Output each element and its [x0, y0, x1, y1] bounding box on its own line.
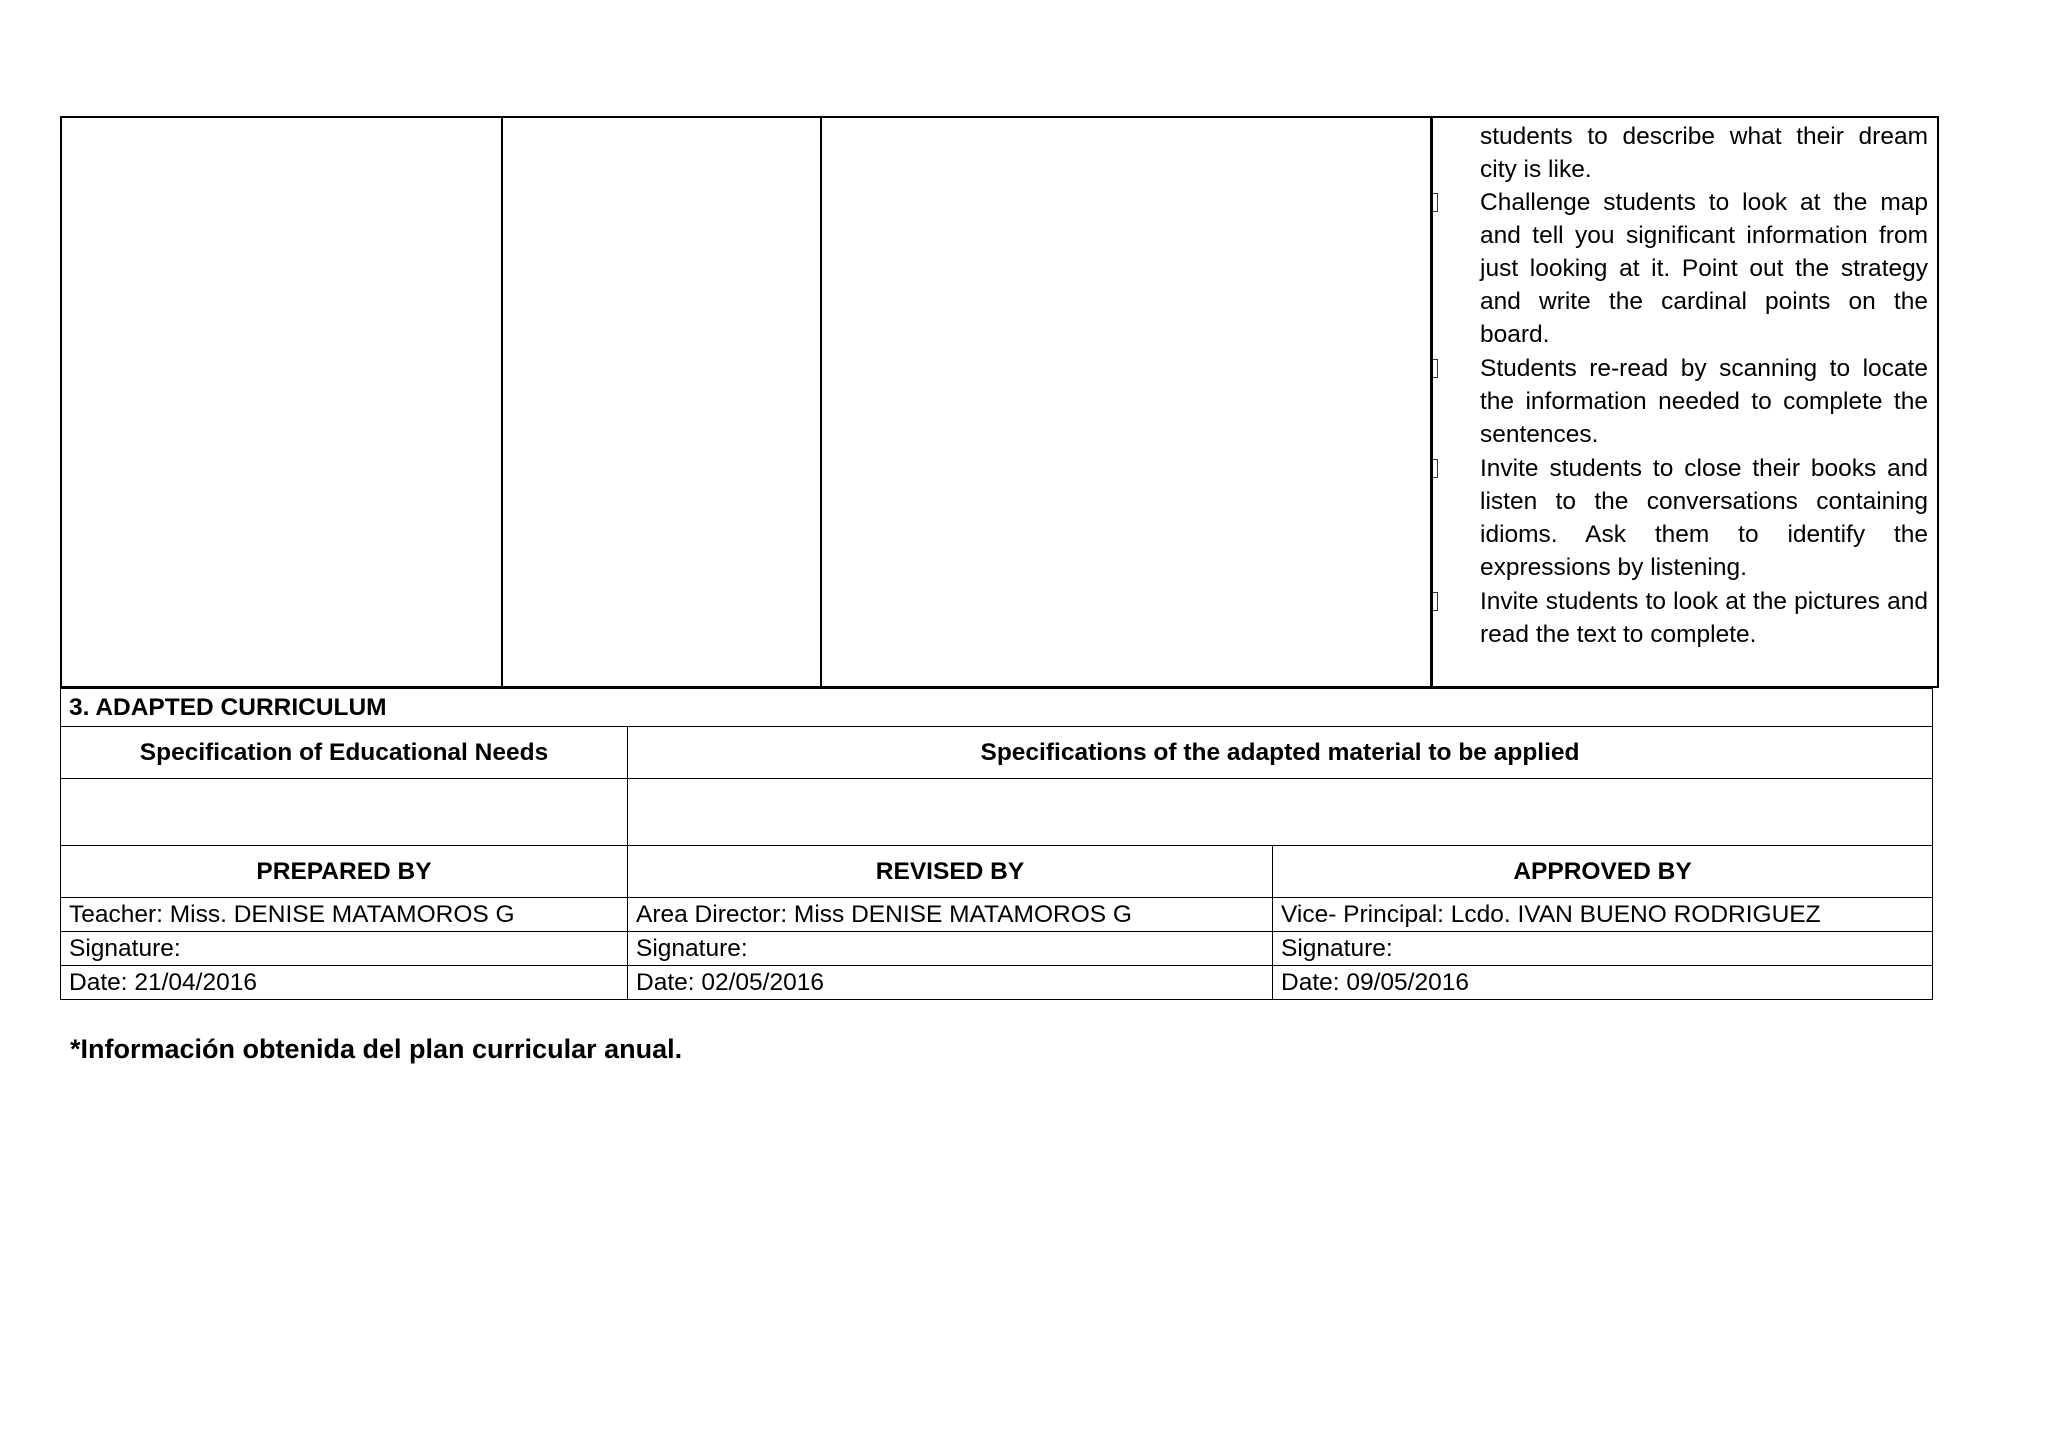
revised-by-name: Area Director: Miss DENISE MATAMOROS G [628, 898, 1273, 932]
prepared-by-header: PREPARED BY [61, 846, 628, 898]
approved-by-name: Vice- Principal: Lcdo. IVAN BUENO RODRIGUEZ [1273, 898, 1933, 932]
adapted-material-cell [628, 779, 1933, 846]
activity-bullet-item: Invite students to look at the pictures and read the text to complete. [1475, 585, 1928, 651]
revised-by-signature: Signature: [628, 932, 1273, 966]
missing-glyph-box-icon [1432, 452, 1441, 489]
approved-by-signature: Signature: [1273, 932, 1933, 966]
revised-by-date: Date: 02/05/2016 [628, 966, 1273, 1000]
activity-continuation-text: students to describe what their dream city is like. [1480, 123, 1928, 183]
adapted-curriculum-title: 3. ADAPTED CURRICULUM [61, 689, 1933, 727]
educational-needs-cell [61, 779, 628, 846]
educational-needs-header: Specification of Educational Needs [61, 727, 628, 779]
prepared-by-signature: Signature: [61, 932, 628, 966]
activities-col-1 [62, 118, 503, 686]
revised-by-header: REVISED BY [628, 846, 1273, 898]
missing-glyph-box-icon [1432, 352, 1441, 389]
adapted-material-header: Specifications of the adapted material to be applied [628, 727, 1933, 779]
activity-bullet-item: Students re-read by scanning to locate the information needed to complete the sentences. [1475, 352, 1928, 451]
activities-col-3 [822, 118, 1432, 686]
footnote: *Información obtenida del plan curricular anual. [70, 1034, 683, 1064]
activities-table [60, 116, 1939, 688]
activity-bullet-item: Challenge students to look at the map and tell you significant information from just looking at it. Point out the strategy and write the cardinal points on the board. [1475, 186, 1928, 351]
prepared-by-date: Date: 21/04/2016 [61, 966, 628, 1000]
missing-glyph-box-icon [1432, 186, 1441, 223]
activity-bullet-list [1475, 186, 1928, 651]
activity-bullet-item: Invite students to close their books and listen to the conversations containing idioms. Ask them to identify the expressions by listening. [1475, 452, 1928, 584]
approved-by-date: Date: 09/05/2016 [1273, 966, 1933, 1000]
activities-col-2 [503, 118, 822, 686]
prepared-by-name: Teacher: Miss. DENISE MATAMOROS G [61, 898, 628, 932]
approved-by-header: APPROVED BY [1273, 846, 1933, 898]
missing-glyph-box-icon [1432, 585, 1441, 622]
activities-col-4 [1432, 118, 1937, 686]
adapted-curriculum-table [60, 688, 1933, 1000]
